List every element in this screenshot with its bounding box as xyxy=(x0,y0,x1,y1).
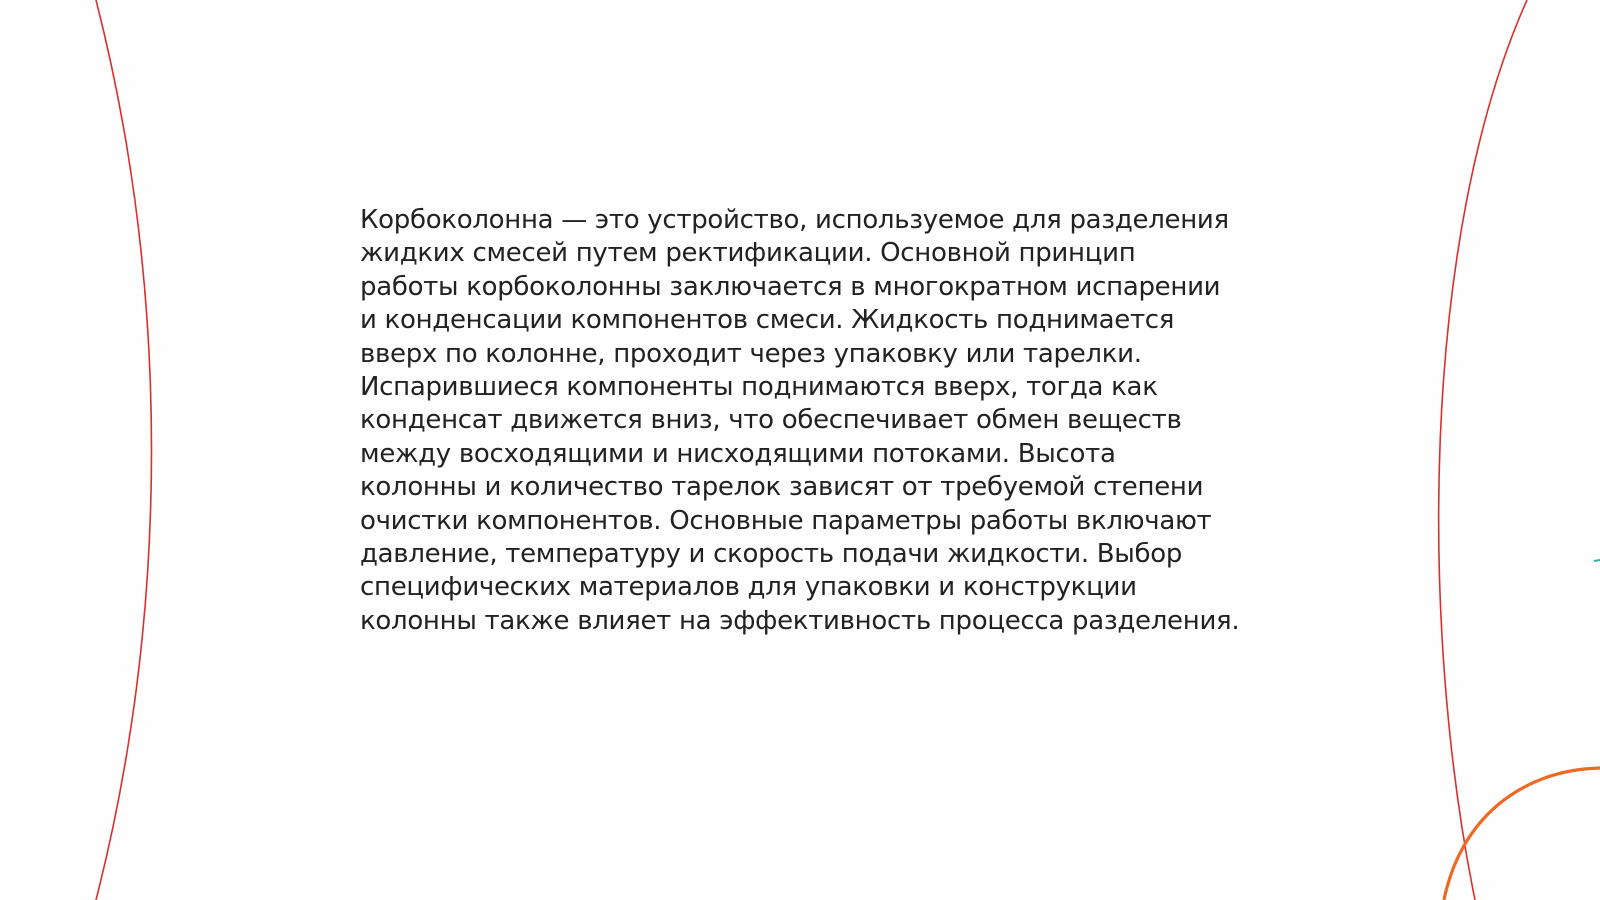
left-curve-decoration xyxy=(96,0,152,900)
paragraph-line: между восходящими и нисходящими потоками. Высота xyxy=(360,438,1116,469)
right-curve-decoration xyxy=(1439,0,1527,900)
paragraph-line: работы корбоколонны заключается в многократном испарении xyxy=(360,271,1221,302)
paragraph-line: очистки компонентов. Основные параметры работы включают xyxy=(360,505,1212,536)
paragraph-line: колонны и количество тарелок зависят от требуемой степени xyxy=(360,472,1204,503)
paragraph-line: и конденсации компонентов смеси. Жидкость поднимается xyxy=(360,305,1175,336)
paragraph-line: конденсат движется вниз, что обеспечивает обмен веществ xyxy=(360,405,1182,436)
paragraph-line: Корбоколонна — это устройство, используемое для разделения xyxy=(360,205,1229,235)
paragraph-line: Испарившиеся компоненты поднимаются вверх, тогда как xyxy=(360,372,1158,403)
paragraph-line: специфических материалов для упаковки и конструкции xyxy=(360,572,1137,603)
teal-accent-decoration xyxy=(1594,560,1600,561)
paragraph-line: давление, температуру и скорость подачи жидкости. Выбор xyxy=(360,539,1183,570)
paragraph-line: вверх по колонне, проходит через упаковку или тарелки. xyxy=(360,338,1142,369)
main-paragraph xyxy=(360,204,1260,638)
paragraph-line: колонны также влияет на эффективность процесса разделения. xyxy=(360,605,1240,636)
paragraph-line: жидких смесей путем ректификации. Основной принцип xyxy=(360,238,1136,269)
orange-arc-decoration xyxy=(1444,768,1600,900)
